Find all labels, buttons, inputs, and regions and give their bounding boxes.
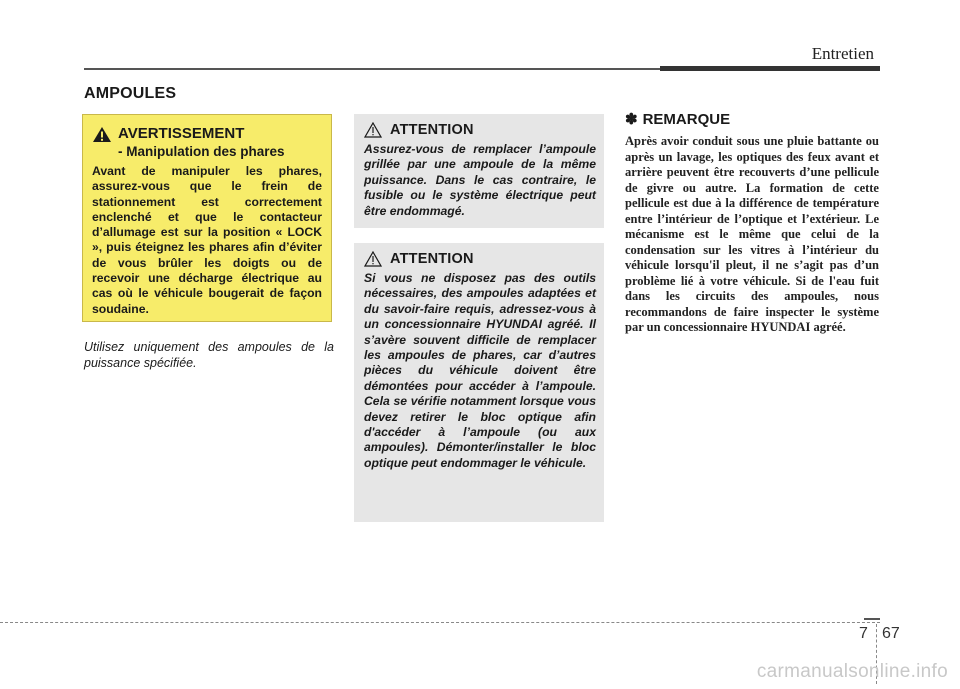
- remark-title: REMARQUE: [642, 110, 731, 128]
- wattage-note: Utilisez uniquement des ampoules de la puissance spécifiée.: [84, 340, 334, 370]
- chapter-number: 7: [859, 625, 868, 642]
- warning-header: [92, 125, 322, 143]
- warning-subtitle: - Manipulation des phares: [118, 144, 285, 159]
- remark-block: [625, 110, 879, 336]
- section-title: AMPOULES: [84, 85, 177, 102]
- warning-triangle-icon: [92, 126, 112, 143]
- warning-title: AVERTISSEMENT: [118, 125, 245, 142]
- attention-title-2: ATTENTION: [390, 251, 474, 267]
- asterisk-icon: ✽: [625, 111, 638, 128]
- chapter-title: Entretien: [811, 44, 874, 63]
- caution-triangle-icon: [364, 122, 382, 138]
- warning-text: Avant de manipuler les phares, assurez-vous que le frein de stationnement est correctement enclenché et que le contacteur d’allumage est sur la position « LOCK », puis éteignez les phares afin d’éviter de vous brûler les doigts ou de recevoir une décharge électrique au cas où le véhicule bougerait de façon soudaine.: [92, 164, 322, 316]
- page-number: 67: [882, 625, 900, 642]
- remark-text: Après avoir conduit sous une pluie battante ou après un lavage, les optiques des feux avant et arrière peuvent être recouverts d’une pellicule de givre ou autre. La formation de cette pellicule est due à la différence de température entre l’intérieur de l’optique et l’extérieur. Le mécanisme est le même que celui de la condensation sur les vitres à l’intérieur du véhicule lorsqu'il pleut, il ne s’agit pas d’un problème lié à votre véhicule. Si de l'eau fuit dans les circuits des ampoules, nous recommandons de faire inspecter le système par un concessionnaire HYUNDAI agréé.: [625, 134, 879, 334]
- footer-rule: [0, 622, 880, 623]
- caution-triangle-icon: [364, 251, 382, 267]
- attention-box-2: [354, 243, 604, 522]
- attention-text-2: Si vous ne disposez pas des outils nécessaires, des ampoules adaptées et du savoir-faire requis, adressez-vous à un concessionnaire HYUNDAI agréé. Il s’avère souvent difficile de remplacer les ampoules de phares, car d’autres pièces du véhicule doivent être démontées pour accéder à l’ampoule. Cela se vérifie notamment lorsque vous devez retirer le bloc optique afin d'accéder à l’ampoule (ou aux ampoules). Démonter/installer le bloc optique peut endommager le véhicule.: [364, 271, 596, 470]
- attention-header-2: [364, 251, 596, 267]
- watermark: carmanualsonline.info: [756, 661, 948, 682]
- header-rule-accent: [660, 66, 880, 71]
- warning-box: [82, 114, 332, 322]
- attention-text-1: Assurez-vous de remplacer l’ampoule grillée par une ampoule de la même puissance. Dans le cas contraire, le fusible ou le système électrique peut être endommagé.: [364, 142, 596, 218]
- attention-box-1: [354, 114, 604, 228]
- footer-rule-accent: [864, 618, 880, 620]
- remark-header: [625, 110, 879, 128]
- attention-header-1: [364, 122, 596, 138]
- attention-title-1: ATTENTION: [390, 122, 474, 138]
